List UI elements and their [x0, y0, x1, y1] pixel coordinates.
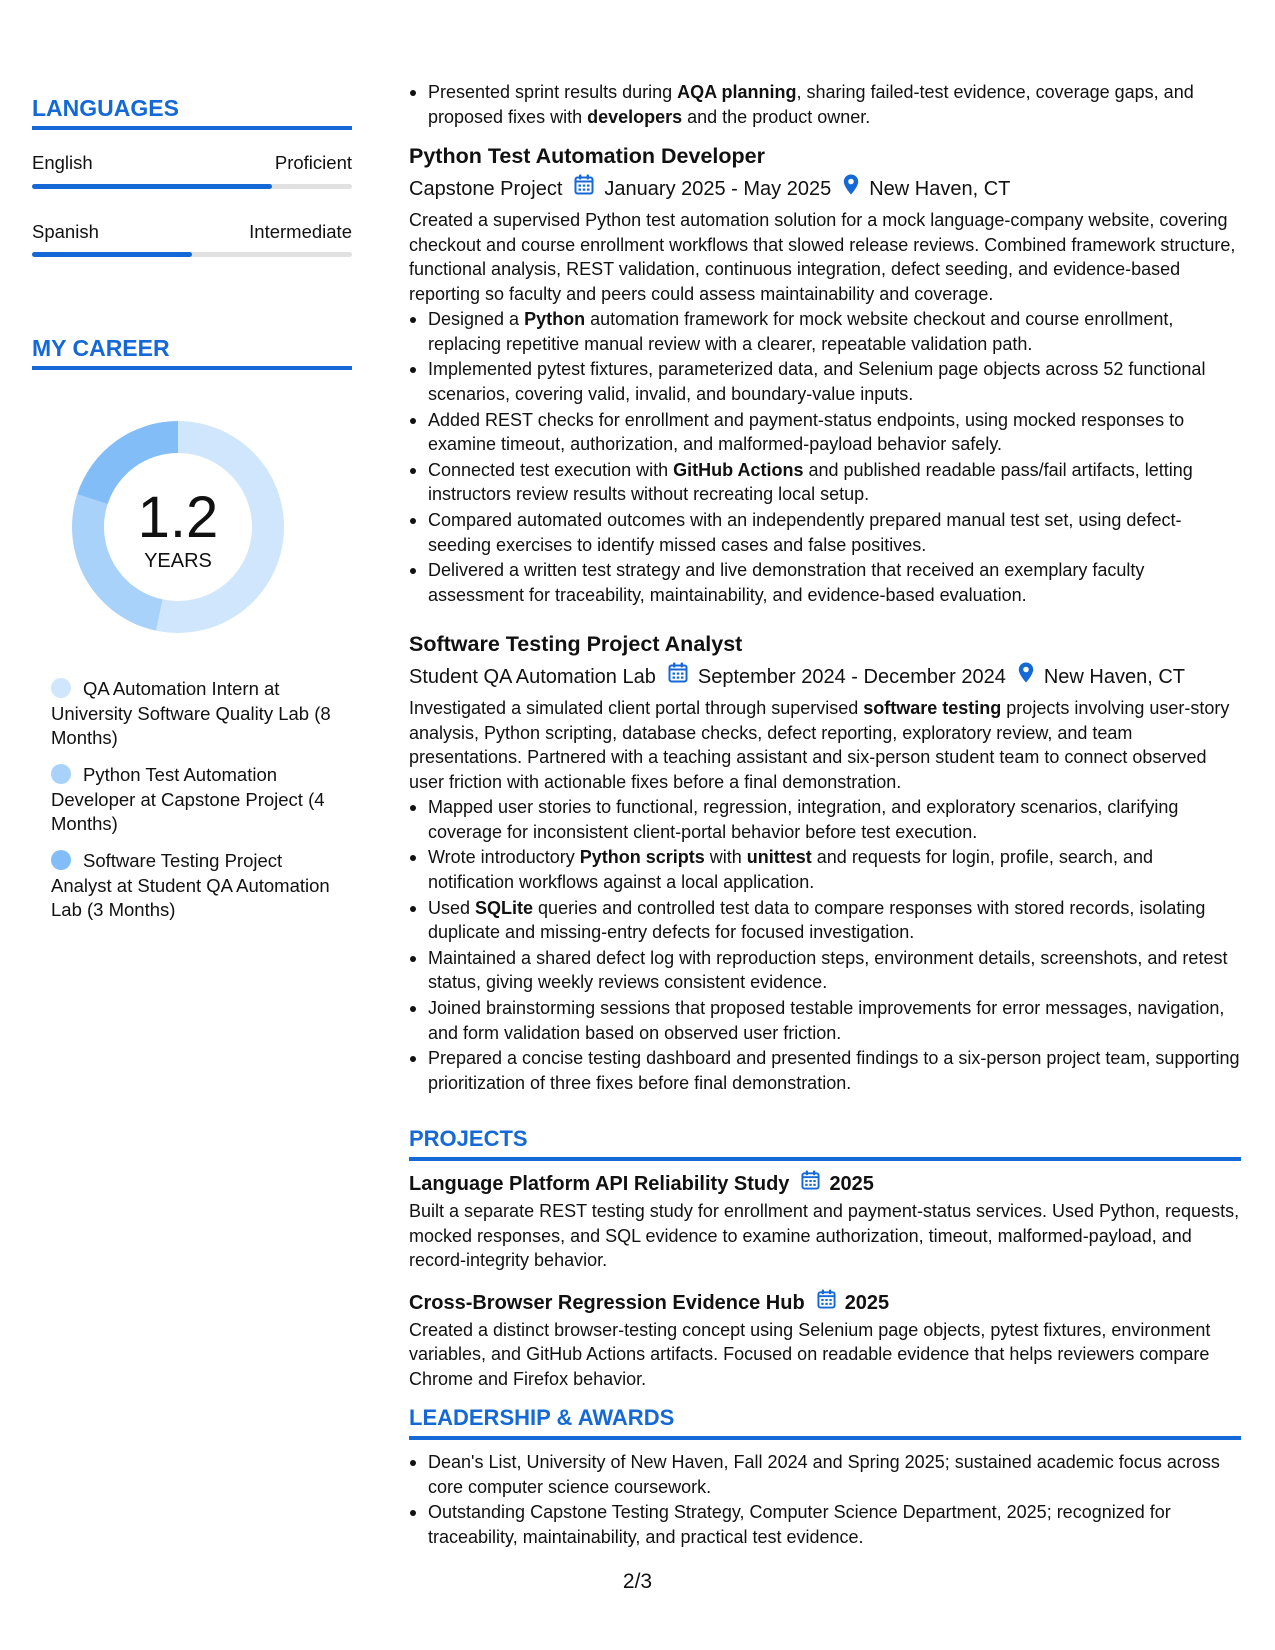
job-title: Software Testing Project Analyst: [409, 632, 743, 656]
previous-job-bullets: [409, 80, 1241, 130]
bullet-item: Added REST checks for enrollment and payment-status endpoints, using mocked responses to examine timeout, authorization, and malformed-payload behavior safely.: [409, 408, 1241, 457]
bold-term: developers: [587, 106, 683, 127]
language-name: English: [32, 152, 93, 173]
career-heading: MY CAREER: [32, 335, 170, 361]
job-meta: [409, 174, 1241, 203]
bullet-item: Joined brainstorming sessions that proposed testable improvements for error messages, navigation, and form validation based on observed user friction.: [409, 996, 1241, 1045]
project-title-row: [409, 1170, 1241, 1198]
legend-dot: [51, 764, 71, 784]
job-location: New Haven, CT: [1043, 665, 1185, 688]
bullet-item: Designed a Python automation framework for mock website checkout and course enrollment, replacing repetitive manual review with a clearer, repeatable validation path.: [409, 307, 1241, 356]
bullet-item: Compared automated outcomes with an independently prepared manual test set, using defect-seeding exercises to identify missed cases and false positives.: [409, 508, 1241, 557]
career-total-value: 1.2: [137, 485, 219, 550]
award-item: Outstanding Capstone Testing Strategy, Computer Science Department, 2025; recognized for traceability, maintainability, and practical test evidence.: [409, 1500, 1241, 1549]
bullet-item: Maintained a shared defect log with reproduction steps, environment details, screenshots, and retest status, giving weekly reviews consistent evidence.: [409, 946, 1241, 995]
job-summary: Created a supervised Python test automation solution for a mock language-company website, covering checkout and course enrollment workflows that slowed release reviews. Combined framework structure, functional analysis, REST validation, continuous integration, defect seeding, and evidence-based reporting so faculty and peers could assess maintainability and coverage.: [409, 210, 1236, 304]
language-spanish-bar-fill: [32, 252, 192, 257]
job-entry-python-developer: [409, 142, 1241, 609]
language-name: Spanish: [32, 221, 99, 242]
language-level: Proficient: [274, 152, 352, 173]
projects-heading-rule: [409, 1157, 1241, 1161]
job-title: Python Test Automation Developer: [409, 144, 765, 168]
awards-heading-rule: [409, 1436, 1241, 1440]
calendar-icon: [801, 1170, 820, 1198]
map-pin-icon: [1018, 662, 1034, 691]
awards-list: [409, 1450, 1241, 1549]
calendar-icon: [668, 662, 688, 691]
bullet-item: Delivered a written test strategy and live demonstration that received an exemplary faculty assessment for traceability, maintainability, and evidence-based evaluation.: [409, 558, 1241, 607]
career-item-text: QA Automation Intern at University Software Quality Lab (8 Months): [51, 678, 331, 748]
career-item: [51, 849, 331, 923]
bullet-item: Connected test execution with GitHub Actions and published readable pass/fail artifacts, letting instructors review results without recreating local setup.: [409, 458, 1241, 507]
language-english-bar: [32, 184, 352, 189]
career-item-text: Python Test Automation Developer at Capstone Project (4 Months): [51, 764, 325, 834]
bullet-item: Prepared a concise testing dashboard and presented findings to a six-person project team, supporting prioritization of three fixes before final demonstration.: [409, 1046, 1241, 1095]
awards-heading: LEADERSHIP & AWARDS: [409, 1405, 675, 1430]
language-spanish-bar: [32, 252, 352, 257]
job-dates: January 2025 - May 2025: [604, 177, 832, 200]
project-year: 2025: [829, 1173, 874, 1195]
project-title: Cross-Browser Regression Evidence Hub: [409, 1291, 805, 1314]
bold-term: unittest: [746, 847, 812, 868]
legend-dot: [51, 850, 71, 870]
career-total-unit: YEARS: [144, 550, 212, 572]
bold-term: Python: [524, 309, 586, 329]
project-description: Built a separate REST testing study for enrollment and payment-status services. Used Python, requests, mocked responses, and SQL evidence to examine authorization, timeout, malformed-payload, and record-integrity behavior.: [409, 1201, 1240, 1270]
language-level: Intermediate: [249, 221, 352, 242]
project-year: 2025: [844, 1291, 890, 1314]
bold-term: AQA planning: [677, 82, 797, 102]
project-description: Created a distinct browser-testing concept using Selenium page objects, pytest fixtures, environment variables, and GitHub Actions artifacts. Focused on readable evidence that helps reviewers compare Chrome and Firefox behavior.: [409, 1319, 1211, 1389]
job-bullets: [409, 307, 1241, 607]
bullet-item: Wrote introductory Python scripts with unittest and requests for login, profile, search, and notification workflows against a local application.: [409, 845, 1241, 894]
bold-term: SQLite: [475, 897, 534, 918]
languages-heading-rule: [32, 126, 352, 130]
job-company: Capstone Project: [409, 177, 563, 200]
bold-term: GitHub Actions: [673, 459, 804, 480]
map-pin-icon: [843, 174, 859, 203]
job-company: Student QA Automation Lab: [409, 665, 656, 688]
bullet-item: Used SQLite queries and controlled test data to compare responses with stored records, isolating duplicate and missing-entry defects for focused investigation.: [409, 896, 1241, 945]
job-entry-testing-analyst: [409, 630, 1241, 1097]
job-dates: September 2024 - December 2024: [697, 665, 1006, 688]
career-item: [51, 763, 331, 837]
calendar-icon: [574, 174, 594, 203]
language-english: [32, 152, 352, 174]
award-item: Dean's List, University of New Haven, Fall 2024 and Spring 2025; sustained academic focus across core computer science coursework.: [409, 1450, 1241, 1499]
awards-section: [409, 1404, 1241, 1551]
career-heading-rule: [32, 366, 352, 370]
language-spanish: [32, 221, 352, 243]
project-title-row: [409, 1289, 1241, 1317]
language-english-bar-fill: [32, 184, 272, 189]
projects-section: [409, 1125, 1241, 1391]
calendar-icon: [817, 1289, 836, 1317]
page-number: 2/3: [622, 1570, 653, 1593]
job-summary: Investigated a simulated client portal through supervised software testing projects involving user-story analysis, Python scripting, database checks, defect reporting, exploratory review, and team presentations. Partnered with a teaching assistant and six-person student team to connect observed user friction with actionable fixes before a final demonstration.: [409, 698, 1230, 792]
bullet-item: Implemented pytest fixtures, parameterized data, and Selenium page objects across 52 functional scenarios, covering valid, invalid, and boundary-value inputs.: [409, 357, 1241, 406]
career-item: [51, 677, 331, 751]
project-title: Language Platform API Reliability Study: [409, 1173, 790, 1195]
job-location: New Haven, CT: [869, 177, 1011, 200]
bullet-item: Presented sprint results during AQA planning, sharing failed-test evidence, coverage gaps, and proposed fixes with developers and the product owner.: [409, 80, 1241, 129]
projects-heading: PROJECTS: [409, 1126, 528, 1151]
legend-dot: [51, 678, 71, 698]
bold-term: Python scripts: [579, 847, 705, 868]
bullet-item: Mapped user stories to functional, regression, integration, and exploratory scenarios, clarifying coverage for inconsistent client-portal behavior before test execution.: [409, 795, 1241, 844]
job-bullets: [409, 795, 1241, 1095]
career-item-text: Software Testing Project Analyst at Student QA Automation Lab (3 Months): [51, 850, 330, 920]
job-meta: [409, 662, 1241, 691]
bold-term: software testing: [863, 698, 1002, 718]
languages-heading: LANGUAGES: [32, 95, 179, 121]
